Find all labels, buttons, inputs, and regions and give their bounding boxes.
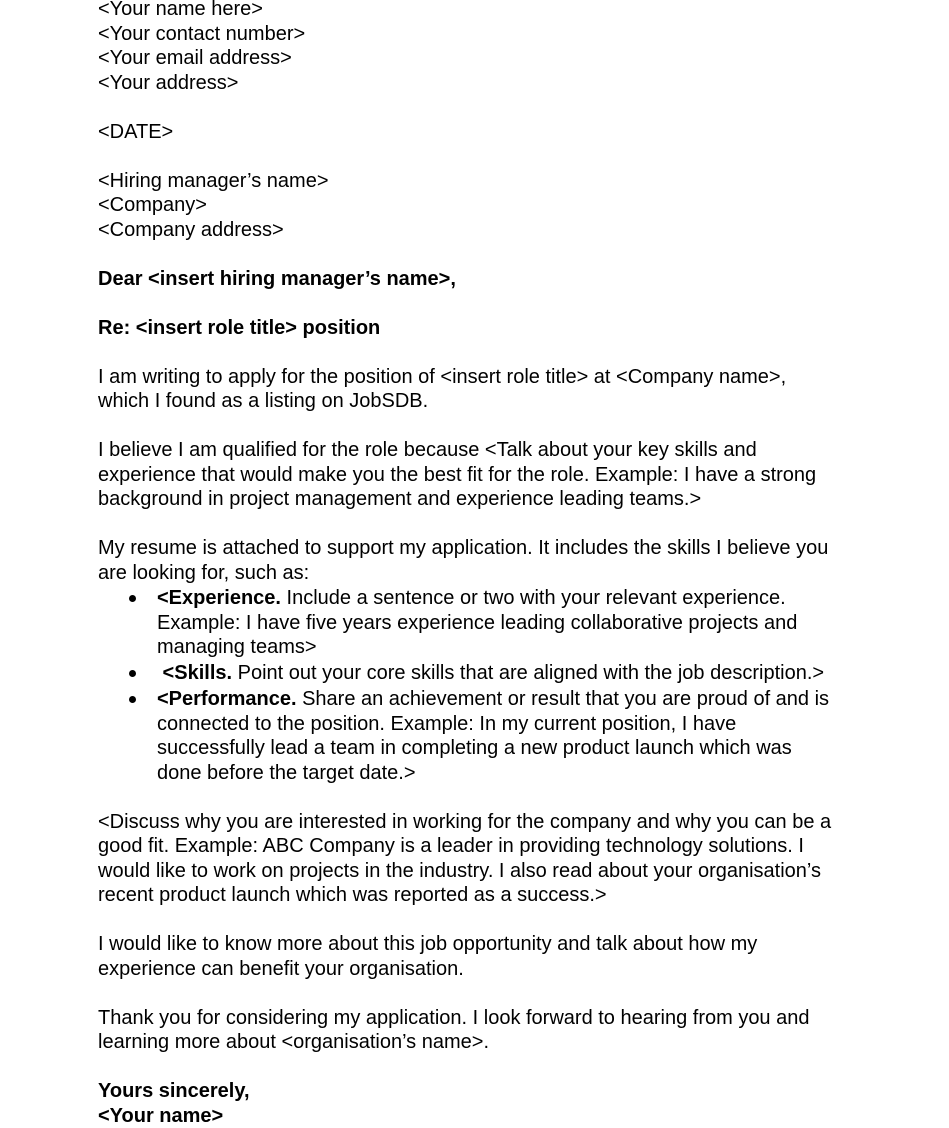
list-item [98, 586, 838, 660]
bullet-text: Point out your core skills that are aligned with the job description.> [232, 662, 824, 684]
sender-contact-number: <Your contact number> [98, 22, 838, 47]
recipient-name: <Hiring manager’s name> [98, 169, 838, 194]
recipient-block [98, 169, 838, 243]
cover-letter [98, 0, 838, 1128]
recipient-company: <Company> [98, 193, 838, 218]
sender-name: <Your name here> [98, 0, 838, 22]
subject-line: Re: <insert role title> position [98, 316, 838, 341]
discussion-paragraph: <Discuss why you are interested in working for the company and why you can be a good fit. Example: ABC Company is a leader in providing technology solutions. I would like to work on projects in the industry. I also read about your organisation’s recent product launch which was reported as a success.> [98, 810, 838, 908]
sender-address: <Your address> [98, 71, 838, 96]
qualification-paragraph: I believe I am qualified for the role because <Talk about your key skills and experience that would make you the best fit for the role. Example: I have a strong background in project management and experience leading teams.> [98, 438, 838, 512]
salutation: Dear <insert hiring manager’s name>, [98, 267, 838, 292]
bullet-icon [129, 670, 136, 677]
bullet-text: Share an achievement or result that you are proud of and is connected to the position. Example: In my current position, I have successfully lead a team in completing a new product launch which was done before the target date.> [157, 688, 829, 784]
sender-email: <Your email address> [98, 46, 838, 71]
closing: Yours sincerely, [98, 1079, 838, 1104]
resume-paragraph: My resume is attached to support my application. It includes the skills I believe you are looking for, such as: [98, 536, 838, 585]
bullet-label: <Experience. [157, 587, 281, 609]
bullet-icon [129, 696, 136, 703]
list-item [98, 661, 838, 686]
signature: <Your name> [98, 1104, 838, 1128]
bullet-label: <Performance. [157, 688, 297, 710]
thanks-paragraph: Thank you for considering my application. I look forward to hearing from you and learning more about <organisation’s name>. [98, 1006, 838, 1055]
recipient-company-address: <Company address> [98, 218, 838, 243]
skills-list [98, 586, 838, 785]
intro-paragraph: I am writing to apply for the position of <insert role title> at <Company name>, which I found as a listing on JobSDB. [98, 365, 838, 414]
list-item [98, 687, 838, 785]
bullet-icon [129, 595, 136, 602]
bullet-text: Include a sentence or two with your relevant experience. Example: I have five years experience leading collaborative projects and managing teams> [157, 587, 797, 658]
letter-date: <DATE> [98, 120, 838, 145]
bullet-label: <Skills. [157, 662, 232, 684]
opportunity-paragraph: I would like to know more about this job opportunity and talk about how my experience can benefit your organisation. [98, 932, 838, 981]
sender-block [98, 0, 838, 95]
